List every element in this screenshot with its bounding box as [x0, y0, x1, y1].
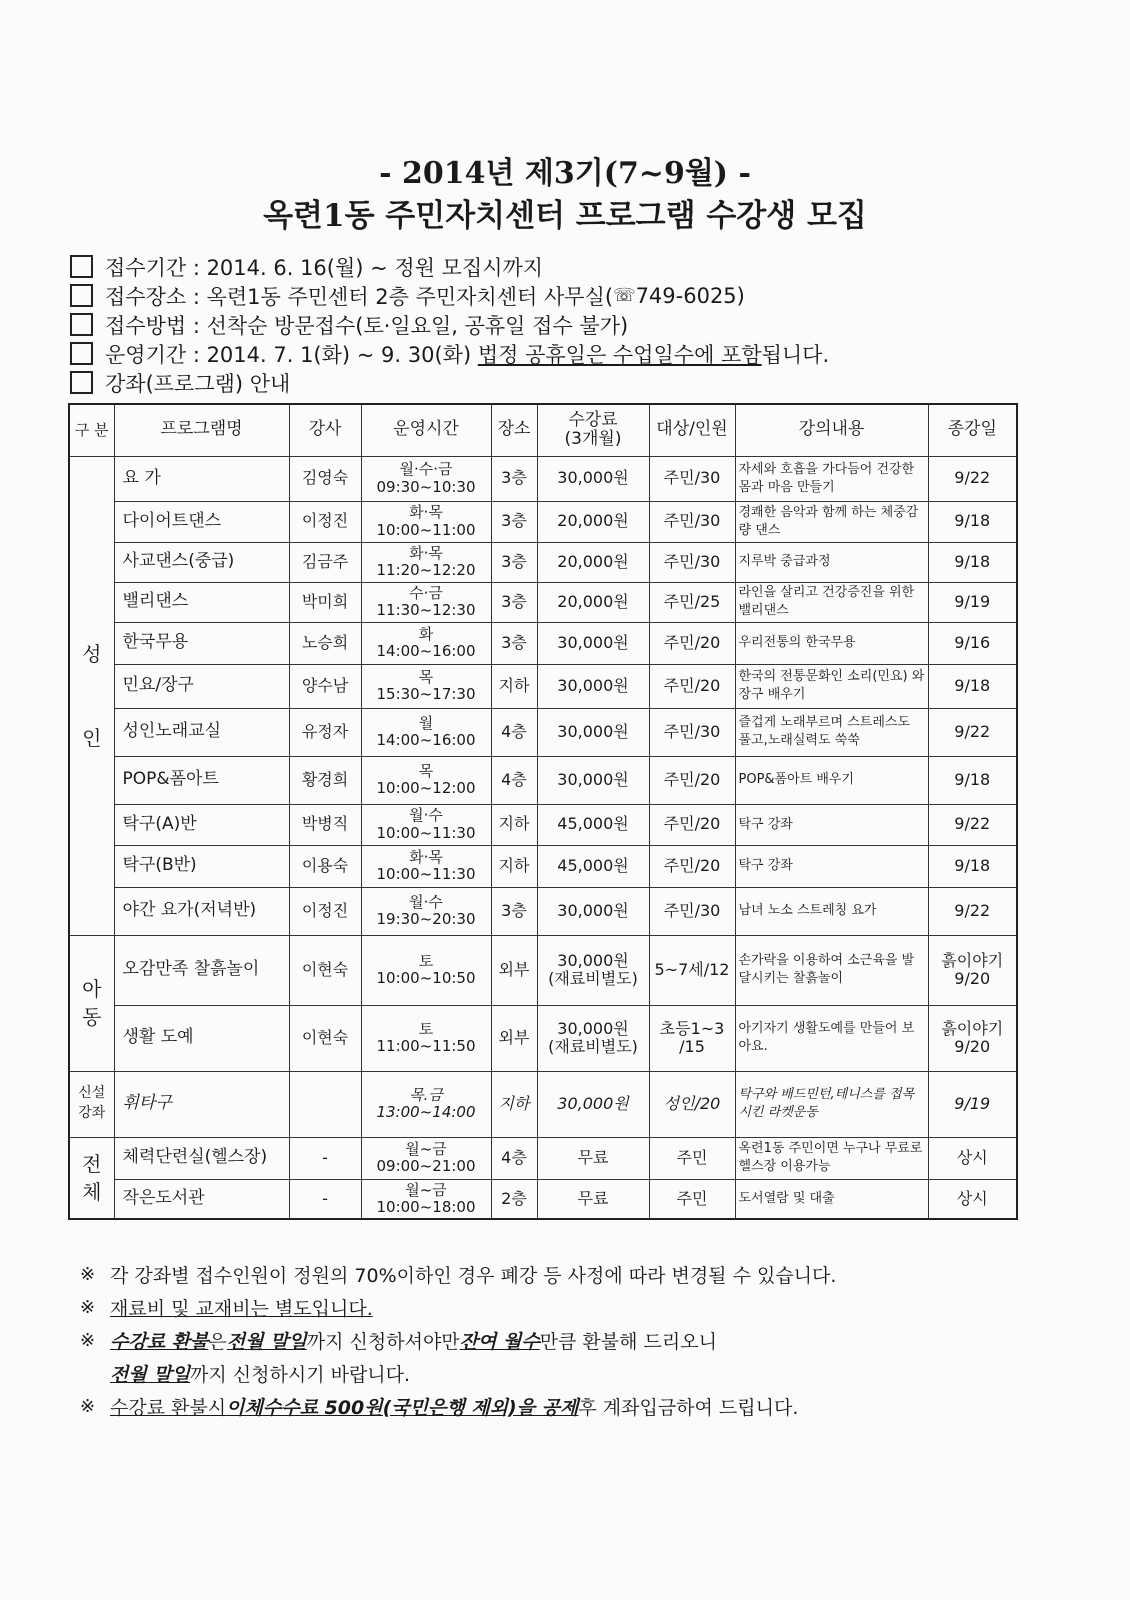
cell-place: 외부 [491, 1005, 537, 1071]
cell-fee: 45,000원 [537, 845, 649, 887]
table-row [69, 542, 1017, 582]
cell-end: 9/18 [928, 542, 1017, 582]
info-operation-text: 운영기간 : 2014. 7. 1(화) ~ 9. 30(화) [105, 342, 472, 367]
note-3-h: 까지 신청하시기 바랍니다. [190, 1364, 411, 1386]
cell-name: 탁구(A)반 [114, 804, 289, 845]
table-row [69, 1137, 1017, 1179]
cell-content: 남녀 노소 스트레칭 요가 [735, 887, 928, 935]
note-3-f: 만큼 환불해 드리오니 [539, 1331, 717, 1353]
cell-fee: 20,000원 [537, 582, 649, 622]
cell-time [361, 935, 491, 1005]
cell-name: 성인노래교실 [114, 708, 289, 756]
info-operation [70, 339, 1030, 368]
cell-time [361, 501, 491, 542]
info-operation-underlined: 법정 공휴일은 수업일수에 포함 [477, 342, 762, 367]
cell-teacher: 황경희 [289, 756, 361, 804]
time-range: 09:00~21:00 [376, 1157, 476, 1175]
cell-content: 탁구 강좌 [735, 845, 928, 887]
category-new: 신설 강좌 [69, 1071, 114, 1137]
cell-place: 지하 [491, 1071, 537, 1137]
cell-target [649, 1005, 735, 1071]
note-3-last-day: 전월 말일 [226, 1331, 307, 1353]
cell-end-line2: 9/20 [954, 1037, 991, 1056]
category-all: 전 체 [69, 1137, 114, 1219]
cell-end-line2: 9/20 [954, 969, 991, 988]
time-days: 월·수·금 [399, 460, 453, 479]
cell-content: 즐겁게 노래부르며 스트레스도 풀고,노래실력도 쑥쑥 [735, 708, 928, 756]
cell-teacher: 박미희 [289, 582, 361, 622]
cell-content: 라인을 살리고 건강증진을 위한 밸리댄스 [735, 582, 928, 622]
cell-target: 주민/20 [649, 845, 735, 887]
time-days: 화·목 [409, 503, 443, 522]
note-2-text: 재료비 및 교재비는 별도입니다. [110, 1298, 373, 1320]
time-range: 11:20~12:20 [376, 561, 476, 579]
info-period-text: 접수기간 : 2014. 6. 16(월) ~ 정원 모집시까지 [105, 255, 544, 280]
note-mark: ※ [80, 1297, 96, 1318]
title-period: - 2014년 제3기(7~9월) - [379, 156, 751, 191]
note-3-d: 까지 신청하셔야만 [306, 1331, 460, 1353]
time-range: 10:00~11:30 [376, 865, 476, 883]
cell-place: 4층 [491, 756, 537, 804]
time-days: 월·수 [409, 806, 443, 825]
time-range: 14:00~16:00 [376, 731, 476, 749]
cell-target: 주민/30 [649, 708, 735, 756]
category-child: 아 동 [69, 935, 114, 1071]
cell-teacher: - [289, 1179, 361, 1219]
time-range: 15:30~17:30 [376, 685, 476, 703]
cell-place: 지하 [491, 664, 537, 708]
cell-time [361, 542, 491, 582]
cell-place: 4층 [491, 708, 537, 756]
cell-end: 9/18 [928, 845, 1017, 887]
cell-end: 9/18 [928, 664, 1017, 708]
note-3-refund: 수강료 환불 [110, 1331, 209, 1353]
cell-target: 주민/25 [649, 582, 735, 622]
time-range: 11:00~11:50 [376, 1037, 476, 1055]
cell-place: 3층 [491, 582, 537, 622]
cell-fee: 무료 [537, 1179, 649, 1219]
cell-name: 한국무용 [114, 622, 289, 664]
time-range: 11:30~12:30 [376, 601, 476, 619]
note-mark: ※ [80, 1264, 96, 1285]
time-days: 화·목 [409, 543, 443, 562]
cell-target: 주민/20 [649, 804, 735, 845]
time-range: 19:30~20:30 [376, 910, 476, 928]
cell-fee: 30,000원 [537, 708, 649, 756]
note-4-c: 후 계좌입금하여 드립니다. [578, 1397, 799, 1419]
cell-end: 9/18 [928, 501, 1017, 542]
cell-fee: 30,000원 [537, 887, 649, 935]
cell-teacher: 이현숙 [289, 935, 361, 1005]
time-range: 10:00~11:30 [376, 823, 476, 842]
info-place [70, 281, 1030, 310]
cell-name: 생활 도예 [114, 1005, 289, 1071]
cell-content: 지루박 중급과정 [735, 542, 928, 582]
cell-fee: 30,000원 [537, 664, 649, 708]
table-body [69, 456, 1017, 1219]
time-days: 월·수 [409, 892, 443, 911]
cell-place: 외부 [491, 935, 537, 1005]
time-days: 월~금 [405, 1180, 447, 1199]
note-3-cont [80, 1357, 1040, 1390]
cell-time [361, 1179, 491, 1219]
cell-teacher: 김금주 [289, 542, 361, 582]
cell-place: 3층 [491, 456, 537, 501]
checkbox-icon [70, 371, 93, 394]
note-mark: ※ [80, 1396, 96, 1417]
cell-end: 9/22 [928, 456, 1017, 501]
cell-fee [537, 935, 649, 1005]
cell-content: 탁구와 배드민턴,테니스를 접목시킨 라켓운동 [735, 1071, 928, 1137]
cell-place: 지하 [491, 845, 537, 887]
cell-target: 5~7세/12 [649, 935, 735, 1005]
cell-content: 옥련1동 주민이면 누구나 무료로 헬스장 이용가능 [735, 1137, 928, 1179]
table-row [69, 1179, 1017, 1219]
table-row [69, 1071, 1017, 1137]
cell-place: 지하 [491, 804, 537, 845]
cell-name: POP&폼아트 [114, 756, 289, 804]
note-4-a: 수강료 환불시 [110, 1397, 227, 1419]
cell-teacher: - [289, 1137, 361, 1179]
cell-time [361, 887, 491, 935]
header-time: 운영시간 [361, 404, 491, 456]
cell-target-line2: /15 [679, 1037, 705, 1056]
time-range: 10:00~11:00 [376, 520, 476, 539]
table-row [69, 622, 1017, 664]
header-fee: 수강료 (3개월) [537, 404, 649, 456]
cell-content: POP&폼아트 배우기 [735, 756, 928, 804]
cell-content: 우리전통의 한국무용 [735, 622, 928, 664]
cell-fee: 20,000원 [537, 542, 649, 582]
cell-end: 9/22 [928, 887, 1017, 935]
cell-name: 휘타구 [114, 1071, 289, 1137]
checkbox-icon [70, 342, 93, 365]
cell-name: 오감만족 찰흙놀이 [114, 935, 289, 1005]
cell-time [361, 1005, 491, 1071]
cell-content: 손가락을 이용하여 소근육을 발달시키는 찰흙놀이 [735, 935, 928, 1005]
cell-fee-line2: (재료비별도) [548, 1037, 638, 1056]
table-header-row [69, 404, 1017, 456]
cell-fee [537, 1005, 649, 1071]
cell-end [928, 1005, 1017, 1071]
table-row [69, 582, 1017, 622]
time-range: 09:30~10:30 [376, 477, 476, 496]
cell-end: 9/22 [928, 804, 1017, 845]
table-row [69, 708, 1017, 756]
cell-target: 주민/30 [649, 542, 735, 582]
header-teacher: 강사 [289, 404, 361, 456]
cell-teacher: 이용숙 [289, 845, 361, 887]
checkbox-icon [70, 284, 93, 307]
header-place: 장소 [491, 404, 537, 456]
table-row [69, 887, 1017, 935]
cell-teacher [289, 1071, 361, 1137]
time-range: 10:00~12:00 [376, 779, 476, 797]
time-days: 화·목 [409, 847, 443, 866]
cell-content: 한국의 전통문화인 소리(민요) 와 장구 배우기 [735, 664, 928, 708]
info-period [70, 252, 1030, 281]
checkbox-icon [70, 313, 93, 336]
table-row [69, 1005, 1017, 1071]
category-adult: 성 인 [69, 456, 114, 935]
time-days: 목 [418, 667, 434, 686]
header-content: 강의내용 [735, 404, 928, 456]
cell-target: 주민/20 [649, 664, 735, 708]
table-row [69, 501, 1017, 542]
cell-name: 탁구(B반) [114, 845, 289, 887]
table-row [69, 804, 1017, 845]
note-1 [80, 1258, 1040, 1291]
cell-end: 9/19 [928, 1071, 1017, 1137]
cell-time [361, 804, 491, 845]
cell-end: 상시 [928, 1179, 1017, 1219]
header-category: 구 분 [69, 404, 114, 456]
cell-place: 3층 [491, 622, 537, 664]
note-3-b: 은 [208, 1331, 227, 1353]
time-days: 목.금 [409, 1085, 443, 1104]
notes [80, 1258, 1040, 1423]
table-row [69, 664, 1017, 708]
cell-content: 아기자기 생활도예를 만들어 보아요. [735, 1005, 928, 1071]
note-4 [80, 1390, 1040, 1423]
cell-name: 다이어트댄스 [114, 501, 289, 542]
cell-content: 탁구 강좌 [735, 804, 928, 845]
cell-fee-line1: 30,000원 [557, 950, 629, 970]
cell-teacher: 이현숙 [289, 1005, 361, 1071]
note-3-last-day-2: 전월 말일 [110, 1364, 191, 1386]
cell-end: 9/19 [928, 582, 1017, 622]
cell-fee-line1: 30,000원 [557, 1018, 629, 1038]
header-name: 프로그램명 [114, 404, 289, 456]
note-4-fee: 이체수수료 500원(국민은행 제외)을 공제 [226, 1397, 579, 1419]
page-title: 옥련1동 주민자치센터 프로그램 수강생 모집 [263, 198, 867, 234]
time-range: 14:00~16:00 [376, 642, 476, 660]
cell-time [361, 622, 491, 664]
cell-target: 주민/30 [649, 501, 735, 542]
info-place-text: 접수장소 : 옥련1동 주민센터 2층 주민자치센터 사무실( [105, 284, 614, 309]
cell-name: 작은도서관 [114, 1179, 289, 1219]
note-3 [80, 1324, 1040, 1357]
cell-name: 요 가 [114, 456, 289, 501]
cell-teacher: 양수남 [289, 664, 361, 708]
cell-name: 민요/장구 [114, 664, 289, 708]
note-1-text: 각 강좌별 접수인원이 정원의 70%이하인 경우 폐강 등 사정에 따라 변경될 수 있습니다. [110, 1265, 837, 1287]
info-method-text: 접수방법 : 선착순 방문접수(토·일요일, 공휴일 접수 불가) [105, 313, 629, 338]
info-guide [70, 368, 1030, 397]
info-list [70, 252, 1030, 397]
time-days: 월~금 [405, 1139, 447, 1158]
cell-time [361, 664, 491, 708]
table-row [69, 935, 1017, 1005]
cell-fee: 45,000원 [537, 804, 649, 845]
cell-end-line1: 흙이야기 [941, 1018, 1004, 1038]
cell-target: 주민 [649, 1137, 735, 1179]
cell-time [361, 708, 491, 756]
cell-content: 도서열람 및 대출 [735, 1179, 928, 1219]
cell-teacher: 노승희 [289, 622, 361, 664]
cell-fee: 30,000원 [537, 756, 649, 804]
note-2 [80, 1291, 1040, 1324]
cell-target: 성인/20 [649, 1071, 735, 1137]
cell-end: 9/22 [928, 708, 1017, 756]
cell-place: 2층 [491, 1179, 537, 1219]
cell-time [361, 582, 491, 622]
cell-place: 3층 [491, 501, 537, 542]
cell-teacher: 이정진 [289, 887, 361, 935]
time-days: 화 [418, 624, 434, 643]
info-method [70, 310, 1030, 339]
cell-fee-line2: (재료비별도) [548, 969, 638, 988]
info-guide-text: 강좌(프로그램) 안내 [105, 371, 291, 396]
header-target: 대상/인원 [649, 404, 735, 456]
cell-end: 9/16 [928, 622, 1017, 664]
cell-fee: 30,000원 [537, 622, 649, 664]
cell-end-line1: 흙이야기 [941, 950, 1004, 970]
cell-fee: 무료 [537, 1137, 649, 1179]
info-place-phone: 749-6025) [635, 283, 745, 308]
cell-fee: 30,000원 [537, 1071, 649, 1137]
cell-fee: 20,000원 [537, 501, 649, 542]
cell-fee: 30,000원 [537, 456, 649, 501]
cell-teacher: 유정자 [289, 708, 361, 756]
cell-teacher: 김영숙 [289, 456, 361, 501]
cell-time [361, 456, 491, 501]
time-range: 10:00~18:00 [376, 1197, 476, 1216]
program-table [68, 403, 1018, 1220]
cell-time [361, 1071, 491, 1137]
cell-end: 9/18 [928, 756, 1017, 804]
cell-target: 주민/20 [649, 622, 735, 664]
checkbox-icon [70, 255, 93, 278]
cell-end [928, 935, 1017, 1005]
cell-time [361, 845, 491, 887]
cell-teacher: 박병직 [289, 804, 361, 845]
cell-content: 자세와 호흡을 가다듬어 건강한 몸과 마음 만들기 [735, 456, 928, 501]
cell-content: 경쾌한 음악과 함께 하는 체중감량 댄스 [735, 501, 928, 542]
cell-end: 상시 [928, 1137, 1017, 1179]
cell-teacher: 이정진 [289, 501, 361, 542]
cell-target: 주민/30 [649, 456, 735, 501]
header-end: 종강일 [928, 404, 1017, 456]
cell-place: 3층 [491, 887, 537, 935]
cell-name: 밸리댄스 [114, 582, 289, 622]
table-row [69, 756, 1017, 804]
note-3-remaining: 잔여 월수 [459, 1331, 540, 1353]
cell-name: 야간 요가(저녁반) [114, 887, 289, 935]
cell-time [361, 1137, 491, 1179]
table-row [69, 456, 1017, 501]
cell-target: 주민 [649, 1179, 735, 1219]
time-range: 13:00~14:00 [376, 1103, 476, 1121]
cell-place: 3층 [491, 542, 537, 582]
cell-place: 4층 [491, 1137, 537, 1179]
cell-name: 체력단련실(헬스장) [114, 1137, 289, 1179]
note-mark: ※ [80, 1330, 96, 1351]
cell-time [361, 756, 491, 804]
time-days: 토 [418, 1019, 434, 1038]
cell-name: 사교댄스(중급) [114, 542, 289, 582]
time-days: 목 [418, 761, 434, 780]
time-days: 월 [418, 713, 434, 732]
time-days: 수·금 [409, 583, 443, 602]
phone-icon: ☏ [613, 285, 636, 306]
table-row [69, 845, 1017, 887]
time-range: 10:00~10:50 [376, 969, 476, 987]
cell-target: 주민/30 [649, 887, 735, 935]
time-days: 토 [418, 951, 434, 970]
cell-target: 주민/20 [649, 756, 735, 804]
info-operation-suffix: 됩니다. [761, 342, 830, 367]
cell-target-line1: 초등1~3 [659, 1018, 725, 1038]
